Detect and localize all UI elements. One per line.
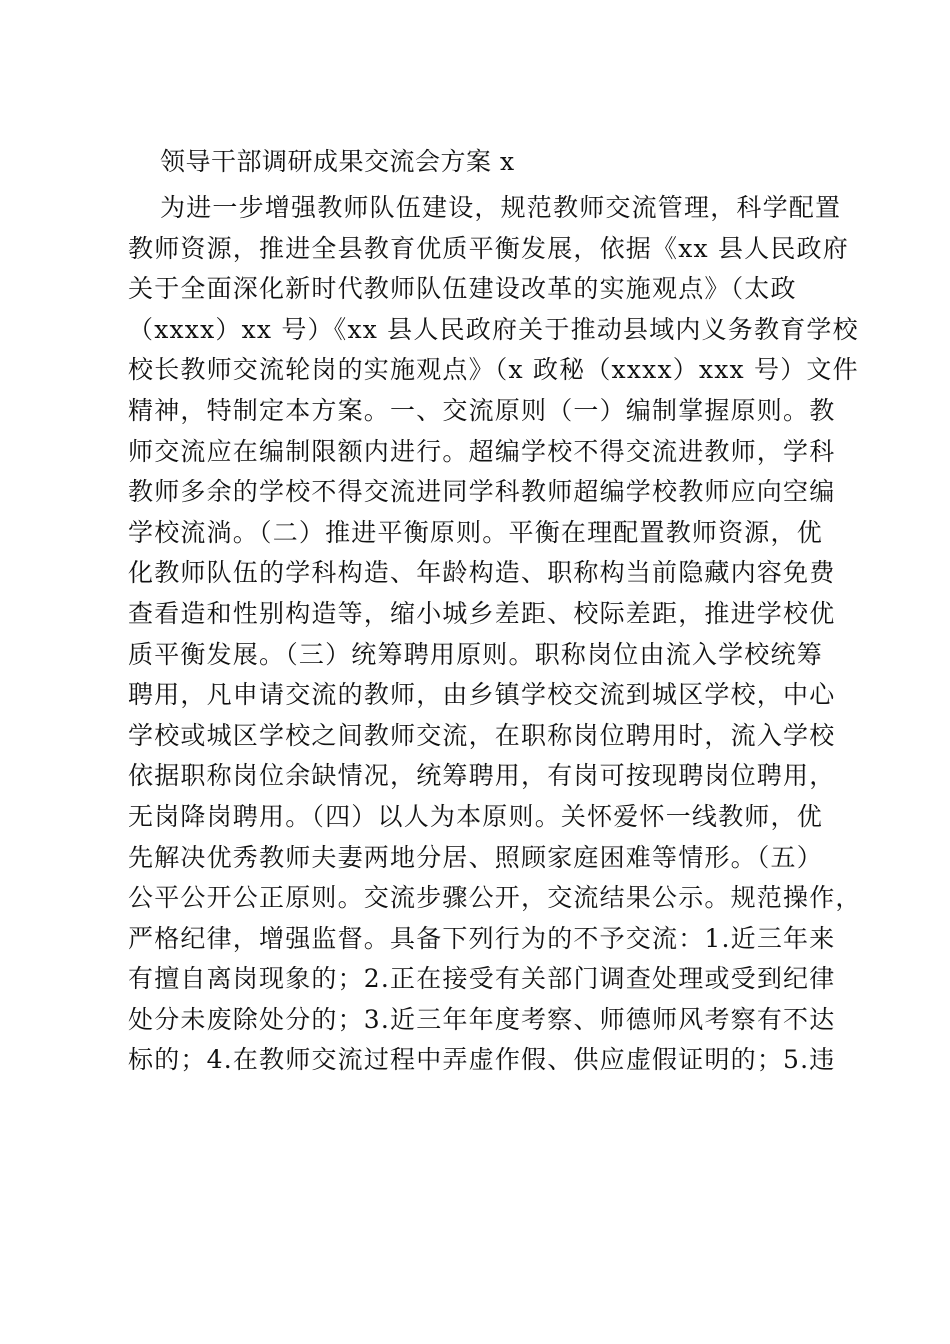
document-body [128,188,862,1081]
body-line: 处分未废除处分的；3.近三年年度考察、师德师风考察有不达 [128,1004,836,1034]
body-line: 有擅自离岗现象的；2.正在接受有关部门调查处理或受到纪律 [128,964,836,994]
body-line: 严格纪律，增强监督。具备下列行为的不予交流：1.近三年来 [128,923,836,953]
body-line: 精神，特制定本方案。一、交流原则（一）编制掌握原则。教 [128,395,836,425]
body-line: 无岗降岗聘用。（四）以人为本原则。关怀爱怀一线教师，优 [128,801,823,831]
body-line: 学校或城区学校之间教师交流，在职称岗位聘用时，流入学校 [128,720,836,750]
body-line: 依据职称岗位余缺情况，统筹聘用，有岗可按现聘岗位聘用， [128,761,836,791]
document-title: 领导干部调研成果交流会方案 x [160,147,515,176]
body-line: 聘用，凡申请交流的教师，由乡镇学校交流到城区学校，中心 [128,680,836,710]
body-line: 关于全面深化新时代教师队伍建设改革的实施观点》（太政 [128,274,797,304]
body-line: 师交流应在编制限额内进行。超编学校不得交流进教师，学科 [128,436,836,466]
body-line: 化教师队伍的学科构造、年龄构造、职称构当前隐藏内容免费 [128,558,836,588]
body-line: 校长教师交流轮岗的实施观点》（x 政秘（xxxx）xxx 号）文件 [128,355,859,385]
body-line: 查看造和性别构造等，缩小城乡差距、校际差距，推进学校优 [128,598,836,628]
body-line: 学校流淌。（二）推进平衡原则。平衡在理配置教师资源，优 [128,517,823,547]
body-line: 公平公开公正原则。交流步骤公开，交流结果公示。规范操作， [128,883,862,913]
body-line: 质平衡发展。（三）统筹聘用原则。职称岗位由流入学校统筹 [128,639,823,669]
body-line: 为进一步增强教师队伍建设，规范教师交流管理，科学配置 [160,193,842,222]
body-line: 教师资源，推进全县教育优质平衡发展，依据《xx 县人民政府 [128,233,849,263]
body-line: （xxxx）xx 号）《xx 县人民政府关于推动县域内义务教育学校 [128,314,859,344]
body-line: 教师多余的学校不得交流进同学科教师超编学校教师应向空编 [128,477,836,507]
body-line: 先解决优秀教师夫妻两地分居、照顾家庭困难等情形。（五） [128,842,823,872]
body-line: 标的；4.在教师交流过程中弄虚作假、供应虚假证明的；5.违 [128,1045,836,1075]
